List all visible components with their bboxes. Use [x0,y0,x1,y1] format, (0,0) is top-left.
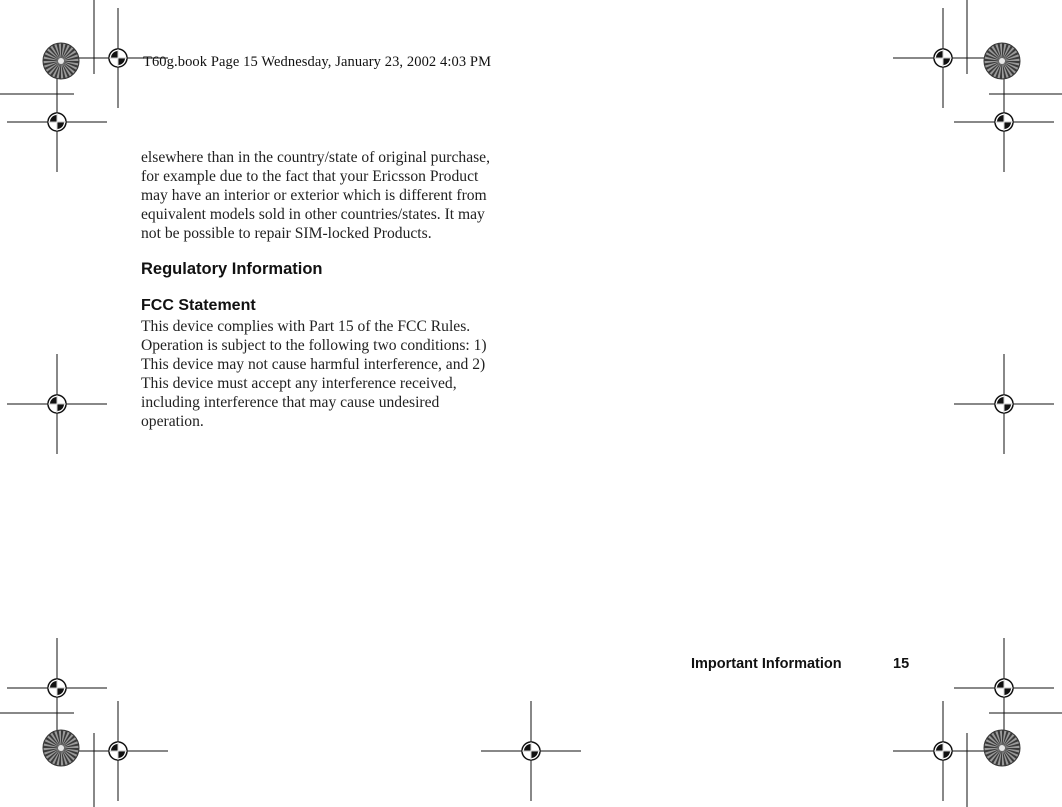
text-line: This device must accept any interference received, [141,374,457,392]
footer-section-title: Important Information [691,656,842,672]
text-line: may have an interior or exterior which is different from [141,186,487,204]
color-wheel-icon [984,43,1020,79]
paragraph-continued [141,149,521,244]
page-number: 15 [893,656,910,672]
color-wheel-icon [43,43,79,79]
text-line: not be possible to repair SIM-locked Products. [141,224,432,242]
registration-target-icon [7,354,107,454]
text-line: This device complies with Part 15 of the FCC Rules. [141,318,471,335]
registration-target-icon [893,701,993,801]
text-line: equivalent models sold in other countries/states. It may [141,205,485,223]
registration-target-icon [7,72,107,172]
color-wheel-icon [43,730,79,766]
text-line: operation. [141,412,204,430]
text-line: including interference that may cause undesired [141,393,440,411]
registration-target-icon [7,638,107,738]
registration-target-icon [68,701,168,801]
color-wheel-icon [984,730,1020,766]
registration-target-icon [954,638,1054,738]
print-header-line: T60g.book Page 15 Wednesday, January 23, 2002 4:03 PM [143,54,492,70]
text-line: Operation is subject to the following two conditions: 1) [141,336,487,354]
fcc-paragraph [141,318,521,431]
section-heading: Regulatory Information [141,260,323,278]
subsection-heading: FCC Statement [141,297,256,314]
registration-target-icon [481,701,581,801]
text-line: elsewhere than in the country/state of original purchase, [141,149,491,166]
registration-target-icon [893,8,993,108]
text-line: This device may not cause harmful interference, and 2) [141,355,486,373]
text-line: for example due to the fact that your Ericsson Product [141,167,479,185]
registration-target-icon [954,354,1054,454]
registration-target-icon [954,72,1054,172]
